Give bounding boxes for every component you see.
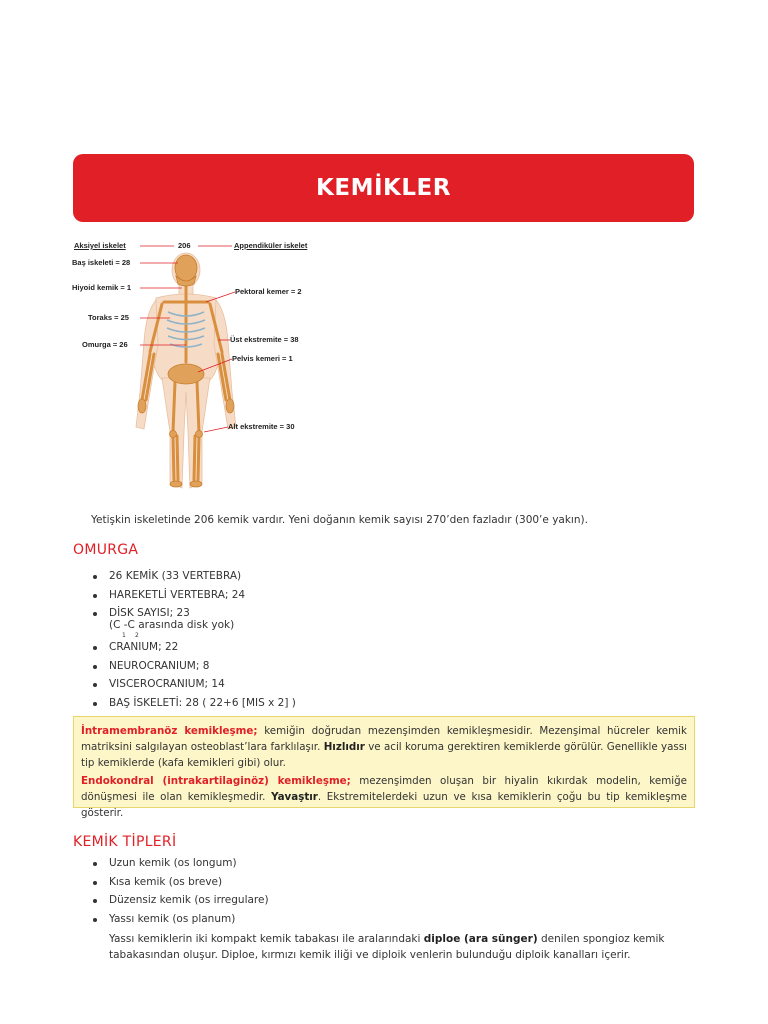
list-item-text: Uzun kemik (os longum)	[109, 857, 237, 869]
paragraph-text: ve acil koruma gerektiren kemiklerde görülür. Genellikle yassı tip kemiklerde (kafa kemikleri gibi) olur.	[81, 741, 687, 769]
omurga-list	[91, 567, 296, 712]
emphasis-text: diploe (ara sünger)	[423, 933, 538, 945]
list-item	[91, 873, 269, 892]
disk-note-text: (C -C arasında disk yok)	[109, 618, 235, 631]
label-pectoral-girdle: Pektoral kemer = 2	[235, 287, 302, 296]
disk-note	[109, 620, 296, 631]
bone-types-list	[91, 854, 269, 928]
list-item	[91, 891, 269, 910]
label-axial-skeleton: Aksiyel iskelet	[74, 241, 126, 250]
list-item-text: VISCEROCRANIUM; 14	[109, 678, 225, 690]
section-title-kemik-tipleri: KEMİK TİPLERİ	[73, 834, 177, 850]
list-item-text: Kısa kemik (os breve)	[109, 875, 223, 888]
list-item-text: Yassı kemik (os planum)	[109, 912, 236, 925]
label-thorax: Toraks = 25	[88, 313, 129, 322]
endochondral-paragraph	[81, 773, 687, 821]
ossification-info-box	[73, 716, 695, 819]
label-hyoid: Hiyoid kemik = 1	[72, 283, 131, 292]
title-banner	[73, 154, 694, 222]
paragraph-text: denilen spongioz kemik tabakasından oluşur. Diploe, kırmızı kemik iliği ve diploik venlerin bulunduğu diploik kanalları içerir.	[109, 933, 665, 961]
list-item-text: NEUROCRANIUM; 8	[109, 659, 210, 672]
list-item	[91, 604, 296, 638]
list-item	[91, 586, 296, 605]
list-item-text: 26 KEMİK (33 VERTEBRA)	[109, 570, 242, 582]
list-item-text: DİSK SAYISI; 23	[109, 607, 190, 619]
disk-note-subscript-1: 1	[122, 632, 126, 639]
endochondral-term: Endokondral (intrakartilaginöz) kemikleşme;	[81, 775, 351, 787]
label-skull: Baş iskeleti = 28	[72, 258, 131, 267]
intramembranous-paragraph	[81, 723, 687, 771]
page-title: KEMİKLER	[316, 175, 451, 201]
list-item	[91, 567, 296, 586]
label-appendicular-skeleton: Appendiküler iskelet	[234, 241, 308, 250]
flat-bone-paragraph	[109, 931, 691, 963]
list-item-text: BAŞ İSKELETİ: 28 ( 22+6 [MIS x 2] )	[109, 696, 296, 709]
emphasis-text: Hızlıdır	[323, 741, 365, 753]
label-spine: Omurga = 26	[82, 340, 128, 349]
skeleton-figure	[70, 232, 340, 502]
disk-note-subscript-2: 2	[135, 632, 139, 639]
list-item	[91, 910, 269, 929]
list-item	[91, 657, 296, 676]
list-item-text: CRANIUM; 22	[109, 641, 179, 653]
list-item	[91, 854, 269, 873]
section-title-omurga: OMURGA	[73, 542, 139, 558]
paragraph-text: mezenşimden oluşan bir hiyalin kıkırdak modelin, kemiğe dönüşmesi ile olan kemikleşmedir.	[81, 775, 687, 803]
paragraph-text: kemiğin doğrudan mezenşimden kemikleşmesidir. Mezenşimal hücreler kemik matriksini salgılayan osteoblast’lara farklılaşır.	[81, 725, 687, 753]
list-item-text: HAREKETLİ VERTEBRA; 24	[109, 588, 246, 601]
label-lower-extremity: Alt ekstremite = 30	[228, 422, 295, 431]
list-item	[91, 638, 296, 657]
paragraph-text: Yassı kemiklerin iki kompakt kemik tabakası ile aralarındaki	[109, 933, 424, 945]
list-item	[91, 694, 296, 713]
label-upper-extremity: Üst ekstremite = 38	[230, 335, 299, 344]
emphasis-text: Yavaştır	[271, 791, 318, 803]
intro-text: Yetişkin iskeletinde 206 kemik vardır. Yeni doğanın kemik sayısı 270’den fazladır (300’e yakın).	[91, 514, 588, 526]
paragraph-text: . Ekstremitelerdeki uzun ve kısa kemiklerin çoğu bu tip kemikleşme gösterir.	[81, 791, 687, 819]
skeleton-illustration	[70, 232, 340, 502]
intramembranous-term: İntramembranöz kemikleşme;	[81, 725, 258, 737]
label-pelvic-girdle: Pelvis kemeri = 1	[232, 354, 293, 363]
list-item	[91, 675, 296, 694]
list-item-text: Düzensiz kemik (os irregulare)	[109, 894, 269, 906]
label-total-bones: 206	[178, 241, 191, 250]
